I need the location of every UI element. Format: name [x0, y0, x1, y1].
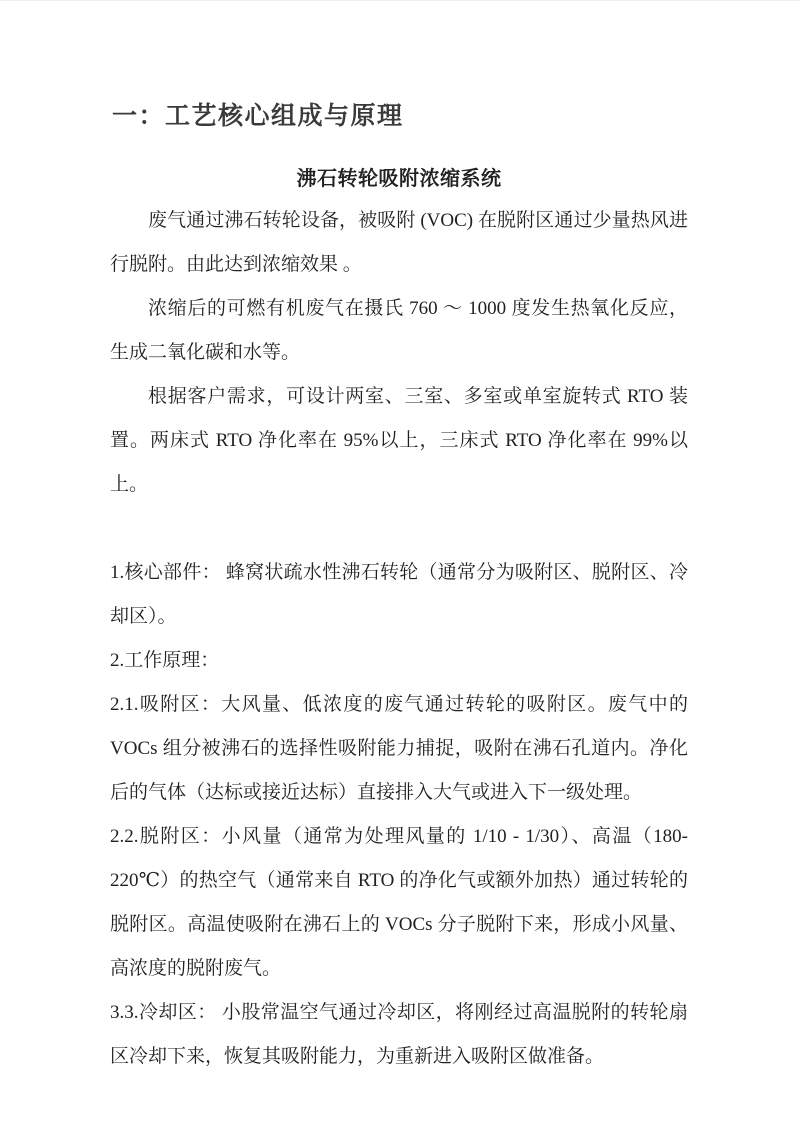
list-item-core-component: 1.核心部件： 蜂窝状疏水性沸石转轮（通常分为吸附区、脱附区、冷却区）。: [110, 562, 688, 627]
section-heading: 一：工艺核心组成与原理: [112, 103, 404, 130]
paragraph-adsorption-desorption: 废气通过沸石转轮设备，被吸附 (VOC) 在脱附区通过少量热风进行脱附。由此达到浓缩效果 。: [110, 210, 688, 275]
list-item-desorption-zone: 2.2.脱附区：小风量（通常为处理风量的 1/10 - 1/30）、高温（180-220℃）的热空气（通常来自 RTO 的净化气或额外加热）通过转轮的脱附区。高温使吸附在沸石上的 VOCs 分子脱附下来，形成小风量、高浓度的脱附废气。: [110, 826, 688, 979]
paragraph-rto-design: 根据客户需求，可设计两室、三室、多室或单室旋转式 RTO 装置。两床式 RTO 净化率在 95%以上，三床式 RTO 净化率在 99%以上。: [110, 386, 688, 495]
doc-subtitle: 沸石转轮吸附浓缩系统: [296, 168, 502, 190]
list-item-cooling-zone: 3.3.冷却区： 小股常温空气通过冷却区，将刚经过高温脱附的转轮扇区冷却下来，恢复其吸附能力，为重新进入吸附区做准备。: [110, 1002, 688, 1067]
paragraph-thermal-oxidation: 浓缩后的可燃有机废气在摄氏 760 ～ 1000 度发生热氧化反应，生成二氧化碳和水等。: [110, 298, 688, 363]
blank-line: [110, 507, 688, 551]
list-item-adsorption-zone: 2.1.吸附区：大风量、低浓度的废气通过转轮的吸附区。废气中的 VOCs 组分被沸石的选择性吸附能力捕捉，吸附在沸石孔道内。净化后的气体（达标或接近达标）直接排入大气或进入下一级处理。: [110, 694, 688, 803]
list-item-working-principle: 2.工作原理：: [110, 650, 220, 671]
